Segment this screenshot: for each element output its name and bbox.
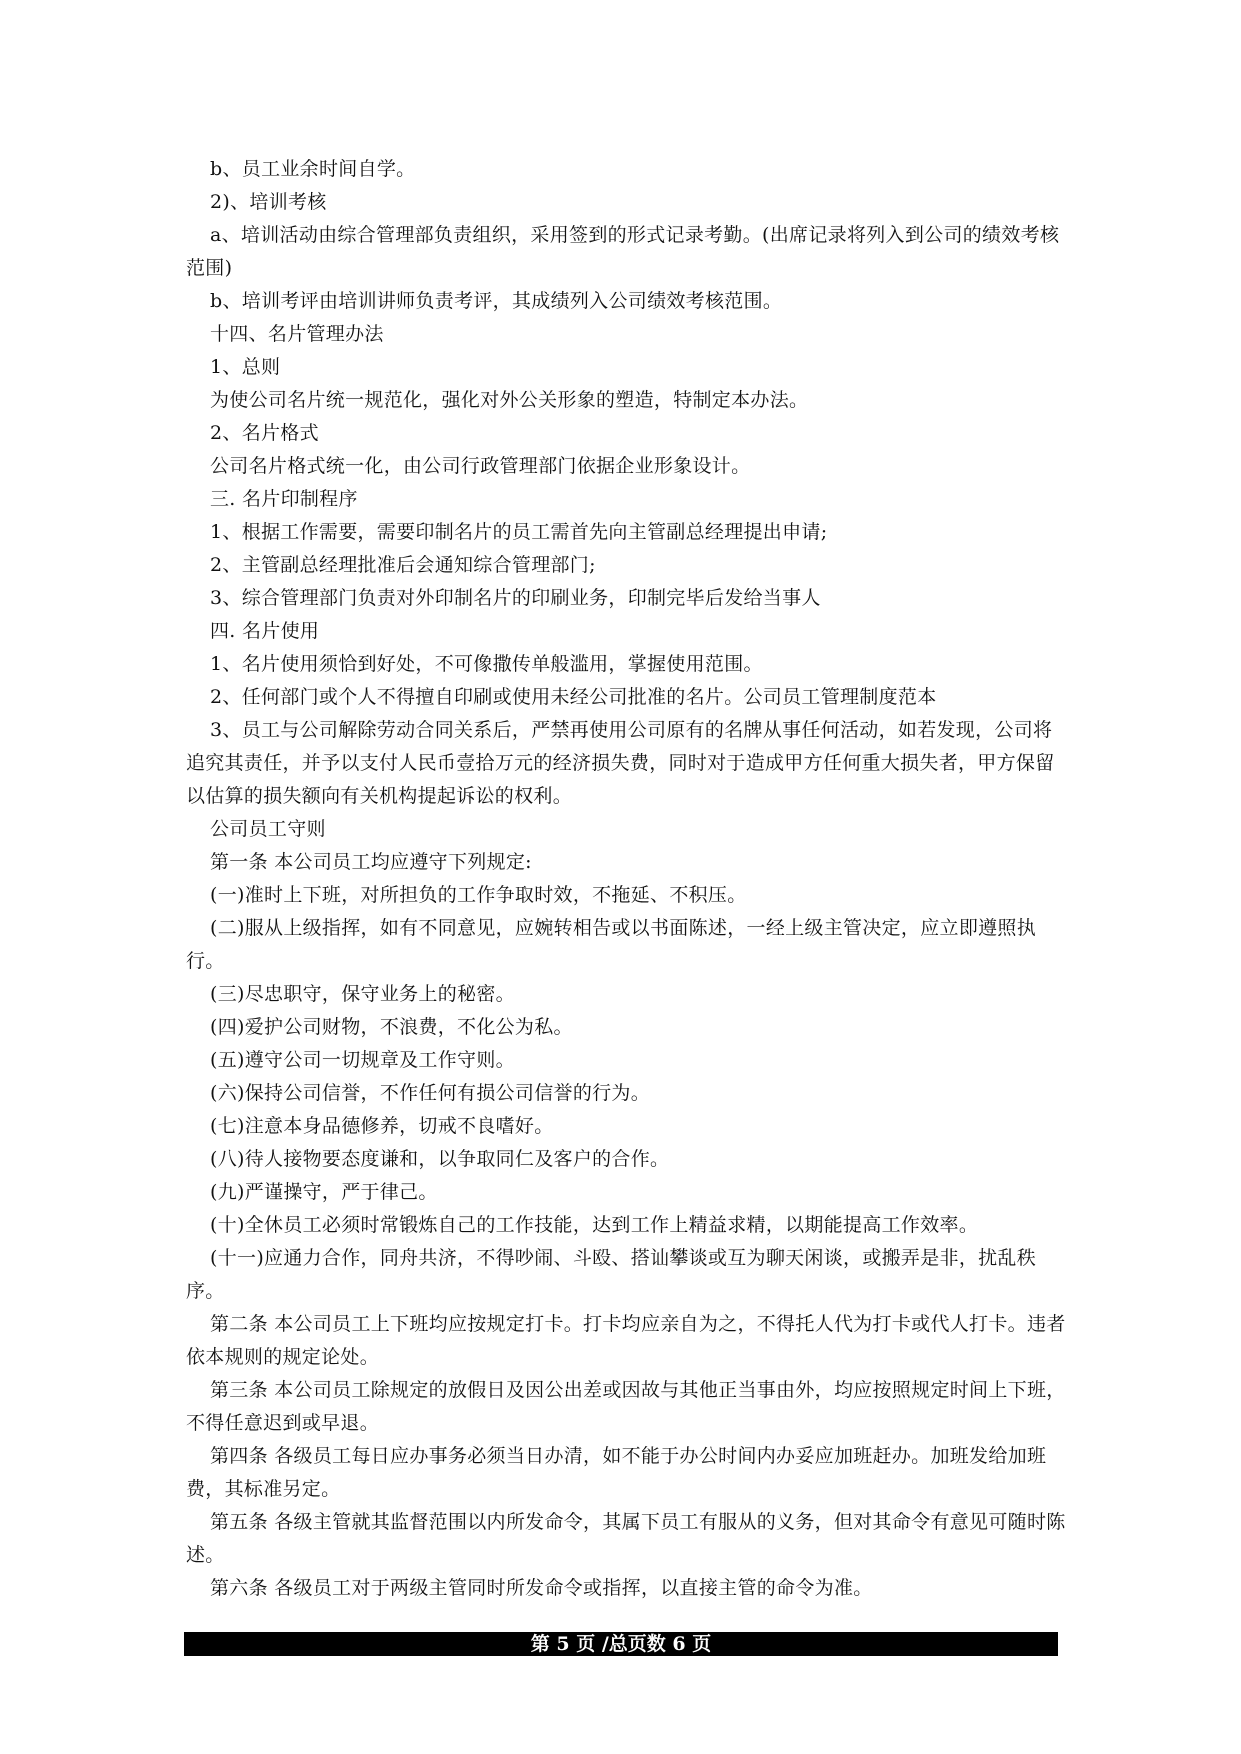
paragraph: (十一)应通力合作，同舟共济，不得吵闹、斗殴、搭讪攀谈或互为聊天闲谈，或搬弄是非，扰乱秩序。 [186,1247,1037,1302]
paragraph: 第一条 本公司员工均应遵守下列规定: [210,851,532,873]
paragraph: 第四条 各级员工每日应办事务必须当日办清，如不能于办公时间内办妥应加班赶办。加班发给加班费，其标准另定。 [186,1445,1047,1500]
paragraph: 3、综合管理部门负责对外印制名片的印刷业务，印制完毕后发给当事人 [210,587,821,609]
section-heading: 十四、名片管理办法 [210,323,384,345]
paragraph: 公司名片格式统一化，由公司行政管理部门依据企业形象设计。 [210,455,751,477]
paragraph: a、培训活动由综合管理部负责组织，采用签到的形式记录考勤。(出席记录将列入到公司的绩效考核范围) [186,224,1060,279]
paragraph: 第二条 本公司员工上下班均应按规定打卡。打卡均应亲自为之，不得托人代为打卡或代人打卡。违者依本规则的规定论处。 [186,1313,1066,1368]
paragraph: 1、名片使用须恰到好处，不可像撒传单般滥用，掌握使用范围。 [210,653,763,675]
paragraph: (六)保持公司信誉，不作任何有损公司信誉的行为。 [210,1082,651,1104]
paragraph: 为使公司名片统一规范化，强化对外公关形象的塑造，特制定本办法。 [210,389,809,411]
paragraph: (八)待人接物要态度谦和，以争取同仁及客户的合作。 [210,1148,670,1170]
paragraph: 1、总则 [210,356,281,378]
paragraph: (九)严谨操守，严于律己。 [210,1181,438,1203]
paragraph: (七)注意本身品德修养，切戒不良嗜好。 [210,1115,554,1137]
paragraph: 2、主管副总经理批准后会通知综合管理部门; [210,554,596,576]
paragraph: 第三条 本公司员工除规定的放假日及因公出差或因故与其他正当事由外，均应按照规定时间上下班，不得任意迟到或早退。 [186,1379,1066,1434]
page-number-footer: 第 5 页 /总页数 6 页 [184,1632,1058,1656]
paragraph: 2、任何部门或个人不得擅自印刷或使用未经公司批准的名片。公司员工管理制度范本 [210,686,937,708]
paragraph: (五)遵守公司一切规章及工作守则。 [210,1049,515,1071]
document-body [186,153,1066,1605]
section-heading: 公司员工守则 [210,818,326,840]
paragraph: (四)爱护公司财物，不浪费，不化公为私。 [210,1016,573,1038]
paragraph: 2)、培训考核 [210,191,327,213]
paragraph: 2、名片格式 [210,422,319,444]
paragraph: 三. 名片印制程序 [210,488,358,510]
paragraph: 1、根据工作需要，需要印制名片的员工需首先向主管副总经理提出申请; [210,521,828,543]
paragraph: b、员工业余时间自学。 [210,158,416,180]
paragraph: 第六条 各级员工对于两级主管同时所发命令或指挥，以直接主管的命令为准。 [210,1577,873,1599]
paragraph: b、培训考评由培训讲师负责考评，其成绩列入公司绩效考核范围。 [210,290,783,312]
paragraph: (一)准时上下班，对所担负的工作争取时效，不拖延、不积压。 [210,884,747,906]
paragraph: (十)全休员工必须时常锻炼自己的工作技能，达到工作上精益求精，以期能提高工作效率。 [210,1214,979,1236]
paragraph: 四. 名片使用 [210,620,320,642]
paragraph: 3、员工与公司解除劳动合同关系后，严禁再使用公司原有的名牌从事任何活动，如若发现，公司将追究其责任，并予以支付人民币壹拾万元的经济损失费，同时对于造成甲方任何重大损失者，甲方保留以估算的损失额向有关机构提起诉讼的权利。 [186,719,1055,807]
paragraph: (二)服从上级指挥，如有不同意见，应婉转相告或以书面陈述，一经上级主管决定，应立即遵照执行。 [186,917,1037,972]
paragraph: (三)尽忠职守，保守业务上的秘密。 [210,983,515,1005]
paragraph: 第五条 各级主管就其监督范围以内所发命令，其属下员工有服从的义务，但对其命令有意见可随时陈述。 [186,1511,1066,1566]
